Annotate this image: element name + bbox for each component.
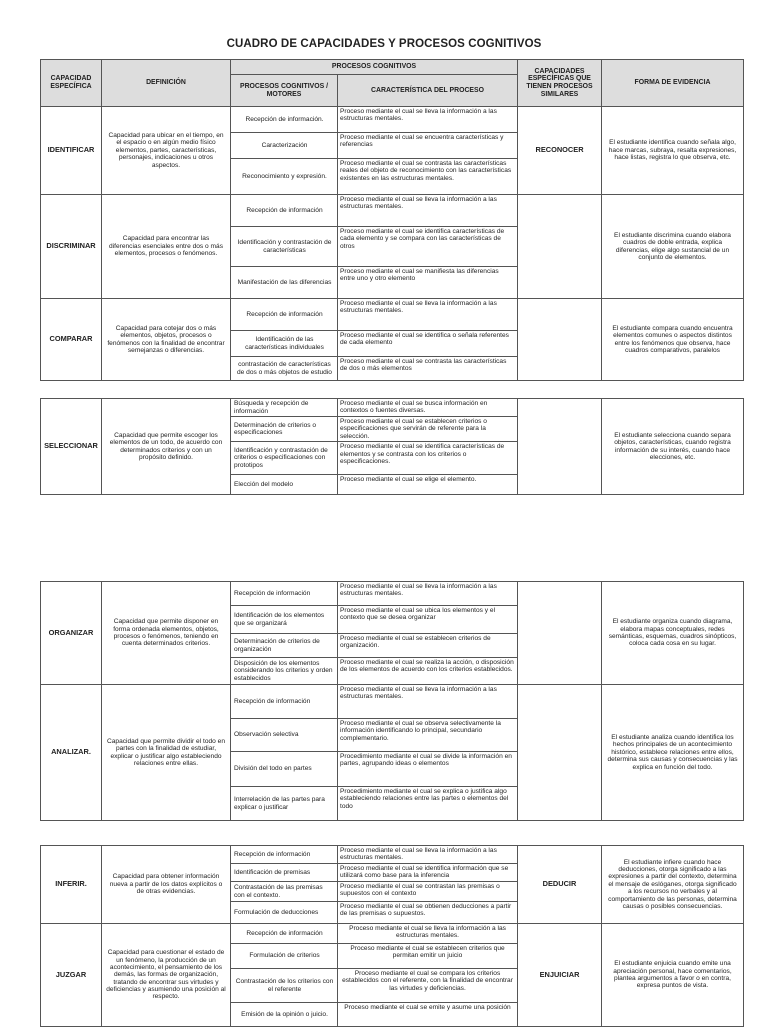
process-characteristic: Proceso mediante el cual se lleva la información a las estructuras mentales. <box>338 924 518 944</box>
header-procesos: PROCESOS COGNITIVOS <box>231 60 518 75</box>
capacity-name: INFERIR. <box>41 846 102 924</box>
process-characteristic: Proceso mediante el cual se encuentra características y referencias <box>338 133 518 159</box>
table-row <box>41 846 744 864</box>
cognitive-process: Reconocimiento y expresión. <box>231 159 338 195</box>
process-characteristic: Proceso mediante el cual se lleva la información a las estructuras mentales. <box>338 846 518 864</box>
table-row <box>41 582 744 606</box>
cognitive-process: Formulación de criterios <box>231 944 338 969</box>
process-characteristic: Proceso mediante el cual se obtienen deducciones a partir de las premisas o supuestos. <box>338 902 518 924</box>
table-row <box>41 299 744 331</box>
table-row <box>41 107 744 133</box>
table-body <box>41 195 744 299</box>
cognitive-process: Identificación de los elementos que se organizará <box>231 606 338 634</box>
process-characteristic: Proceso mediante el cual se lleva la información a las estructuras mentales. <box>338 685 518 719</box>
capacities-table-4 <box>40 845 744 1027</box>
cognitive-process: Emisión de la opinión o juicio. <box>231 1003 338 1027</box>
cognitive-process: Recepción de información <box>231 195 338 227</box>
cognitive-process: Identificación y contrastación de criterios o especificaciones con prototipos <box>231 442 338 475</box>
table-row <box>41 924 744 944</box>
process-characteristic: Proceso mediante el cual se elige el elemento. <box>338 475 518 495</box>
cognitive-process: Recepción de información <box>231 685 338 719</box>
capacity-name: ORGANIZAR <box>41 582 102 685</box>
evidence-form: El estudiante analiza cuando identifica los hechos principales de un acontecimiento histórico, establece relaciones entre ellos, determina sus causas y consecuencias y las explica en función del todo. <box>602 685 744 821</box>
process-characteristic: Proceso mediante el cual se identifica características de elementos y se contrasta con los criterios o especificaciones. <box>338 442 518 475</box>
evidence-form: El estudiante discrimina cuando elabora cuadros de doble entrada, explica diferencias, elige algo sustancial de un conjunto de elementos. <box>602 195 744 299</box>
capacities-table-2 <box>40 398 744 495</box>
process-characteristic: Proceso mediante el cual se lleva la información a las estructuras mentales. <box>338 299 518 331</box>
header-caracteristica: CARACTERÍSTICA DEL PROCESO <box>338 75 518 107</box>
capacities-table-1 <box>40 59 744 381</box>
similar-capacity: RECONOCER <box>518 107 602 195</box>
capacity-definition: Capacidad para cotejar dos o más elementos, objetos, procesos o fenómenos con la finalidad de encontrar semejanzas o diferencias. <box>102 299 231 381</box>
process-characteristic: Proceso mediante el cual se contrasta las características reales del objeto de reconocimiento con las características existentes en las estructuras mentales. <box>338 159 518 195</box>
table-body <box>41 399 744 495</box>
process-characteristic: Proceso mediante el cual se lleva la información a las estructuras mentales. <box>338 107 518 133</box>
process-characteristic: Proceso mediante el cual se contrastan las premisas o supuestos con el contexto <box>338 882 518 902</box>
process-characteristic: Proceso mediante el cual se lleva la información a las estructuras mentales. <box>338 195 518 227</box>
process-characteristic: Proceso mediante el cual se ubica los elementos y el contexto que se desea organizar <box>338 606 518 634</box>
capacity-definition: Capacidad para encontrar las diferencias esenciales entre dos o más elementos, procesos o fenómenos. <box>102 195 231 299</box>
header-motores: PROCESOS COGNITIVOS / MOTORES <box>231 75 338 107</box>
cognitive-process: Caracterización <box>231 133 338 159</box>
capacity-name: IDENTIFICAR <box>41 107 102 195</box>
table-body <box>41 924 744 1027</box>
process-characteristic: Proceso mediante el cual se identifica características de cada elemento y se compara con las características de otros <box>338 227 518 267</box>
similar-capacity: DEDUCIR <box>518 846 602 924</box>
similar-capacity <box>518 582 602 685</box>
process-characteristic: Proceso mediante el cual se manifiesta las diferencias entre uno y otro elemento <box>338 267 518 299</box>
cognitive-process: Identificación y contrastación de características <box>231 227 338 267</box>
capacity-definition: Capacidad que permite disponer en forma ordenada elementos, objetos, procesos o fenómenos, teniendo en cuenta determinados criterios. <box>102 582 231 685</box>
cognitive-process: Elección del modelo <box>231 475 338 495</box>
header-capacidad: CAPACIDAD ESPECÍFICA <box>41 60 102 107</box>
cognitive-process: Disposición de los elementos considerando los criterios y orden establecidos <box>231 658 338 685</box>
similar-capacity <box>518 685 602 821</box>
capacity-name: SELECCIONAR <box>41 399 102 495</box>
process-characteristic: Proceso mediante el cual se lleva la información a las estructuras mentales. <box>338 582 518 606</box>
capacity-definition: Capacidad para cuestionar el estado de un fenómeno, la producción de un acontecimiento, el pensamiento de los demás, las formas de organización, tratando de encontrar sus virtudes y deficiencias y asumiendo una posición al respecto. <box>102 924 231 1027</box>
process-characteristic: Proceso mediante el cual se establecen criterios o especificaciones que servirán de referente para la selección. <box>338 417 518 442</box>
evidence-form: El estudiante enjuicia cuando emite una apreciación personal, hace comentarios, plantea argumentos a favor o en contra, expresa puntos de vista. <box>602 924 744 1027</box>
capacities-table-3 <box>40 581 744 821</box>
cognitive-process: Recepción de información <box>231 846 338 864</box>
process-characteristic: Proceso mediante el cual se realiza la acción, o disposición de los elementos de acuerdo con los criterios establecidos. <box>338 658 518 685</box>
similar-capacity <box>518 195 602 299</box>
table-body <box>41 685 744 821</box>
table-body <box>41 582 744 685</box>
cognitive-process: Contrastación de los criterios con el referente <box>231 969 338 1003</box>
process-characteristic: Procedimiento mediante el cual se explica o justifica algo estableciendo relaciones entre las partes o elementos del todo <box>338 787 518 821</box>
process-characteristic: Proceso mediante el cual se emite y asume una posición <box>338 1003 518 1027</box>
evidence-form: El estudiante organiza cuando diagrama, elabora mapas conceptuales, redes semánticas, esquemas, cuadros sinópticos, coloca cada cosa en su lugar. <box>602 582 744 685</box>
process-characteristic: Proceso mediante el cual se identifica información que se utilizará como base para la inferencia <box>338 864 518 882</box>
similar-capacity: ENJUICIAR <box>518 924 602 1027</box>
process-characteristic: Proceso mediante el cual se compara los criterios establecidos con el referente, con la finalidad de encontrar las virtudes y deficiencias. <box>338 969 518 1003</box>
table-row <box>41 399 744 417</box>
capacity-definition: Capacidad que permite dividir el todo en partes con la finalidad de estudiar, explicar o justificar algo estableciendo relaciones entre ellas. <box>102 685 231 821</box>
table-body <box>41 107 744 195</box>
cognitive-process: Formulación de deducciones <box>231 902 338 924</box>
process-characteristic: Proceso mediante el cual se busca información en contextos o fuentes diversas. <box>338 399 518 417</box>
cognitive-process: Contrastación de las premisas con el contexto. <box>231 882 338 902</box>
process-characteristic: Proceso mediante el cual se contrasta las características de dos o más elementos <box>338 357 518 381</box>
cognitive-process: Determinación de criterios de organización <box>231 634 338 658</box>
capacity-name: JUZGAR <box>41 924 102 1027</box>
capacity-name: DISCRIMINAR <box>41 195 102 299</box>
cognitive-process: Recepción de información. <box>231 107 338 133</box>
cognitive-process: Interrelación de las partes para explicar o justificar <box>231 787 338 821</box>
cognitive-process: contrastación de características de dos o más objetos de estudio <box>231 357 338 381</box>
cognitive-process: Búsqueda y recepción de información <box>231 399 338 417</box>
capacity-definition: Capacidad que permite escoger los elementos de un todo, de acuerdo con determinados criterios y con un propósito definido. <box>102 399 231 495</box>
capacity-name: ANALIZAR. <box>41 685 102 821</box>
cognitive-process: Identificación de premisas <box>231 864 338 882</box>
cognitive-process: Observación selectiva <box>231 719 338 752</box>
process-characteristic: Proceso mediante el cual se establecen criterios que permitan emitir un juicio <box>338 944 518 969</box>
evidence-form: El estudiante compara cuando encuentra elementos comunes o aspectos distintos entre los fenómenos que observa, hace cuadros comparativos, paralelos <box>602 299 744 381</box>
process-characteristic: Proceso mediante el cual se observa selectivamente la información identificando lo principal, secundario complementario. <box>338 719 518 752</box>
table-row <box>41 685 744 719</box>
header-evidencia: FORMA DE EVIDENCIA <box>602 60 744 107</box>
cognitive-process: Determinación de criterios o especificaciones <box>231 417 338 442</box>
process-characteristic: Proceso mediante el cual se establecen criterios de organización. <box>338 634 518 658</box>
page-title: CUADRO DE CAPACIDADES Y PROCESOS COGNITIVOS <box>226 38 542 50</box>
similar-capacity <box>518 299 602 381</box>
process-characteristic: Proceso mediante el cual se identifica o señala referentes de cada elemento <box>338 331 518 357</box>
header-definicion: DEFINICIÓN <box>102 60 231 107</box>
evidence-form: El estudiante identifica cuando señala algo, hace marcas, subraya, resalta expresiones, hace listas, registra lo que observa, etc. <box>602 107 744 195</box>
capacity-name: COMPARAR <box>41 299 102 381</box>
similar-capacity <box>518 399 602 495</box>
evidence-form: El estudiante infiere cuando hace deducciones, otorga significado a las expresiones a partir del contexto, determina el mensaje de eslóganes, otorga significado a los recursos no verbales y al comportamiento de las personas, determina causas o posibles consecuencias. <box>602 846 744 924</box>
cognitive-process: División del todo en partes <box>231 752 338 787</box>
cognitive-process: Identificación de las características individuales <box>231 331 338 357</box>
cognitive-process: Manifestación de las diferencias <box>231 267 338 299</box>
process-characteristic: Procedimiento mediante el cual se divide la información en partes, agrupando ideas o elementos <box>338 752 518 787</box>
cognitive-process: Recepción de información <box>231 924 338 944</box>
cognitive-process: Recepción de información <box>231 582 338 606</box>
evidence-form: El estudiante selecciona cuando separa objetos, características, cuando registra información de su interés, cuando hace elecciones, etc. <box>602 399 744 495</box>
capacity-definition: Capacidad para ubicar en el tiempo, en el espacio o en algún medio físico elementos, partes, características, personajes, indicaciones u otros aspectos. <box>102 107 231 195</box>
table-row <box>41 195 744 227</box>
table-body <box>41 299 744 381</box>
capacity-definition: Capacidad para obtener información nueva a partir de los datos explícitos o de otras evidencias. <box>102 846 231 924</box>
cognitive-process: Recepción de información <box>231 299 338 331</box>
table-body <box>41 846 744 924</box>
header-similares: CAPACIDADES ESPECÍFICAS QUE TIENEN PROCESOS SIMILARES <box>518 60 602 107</box>
